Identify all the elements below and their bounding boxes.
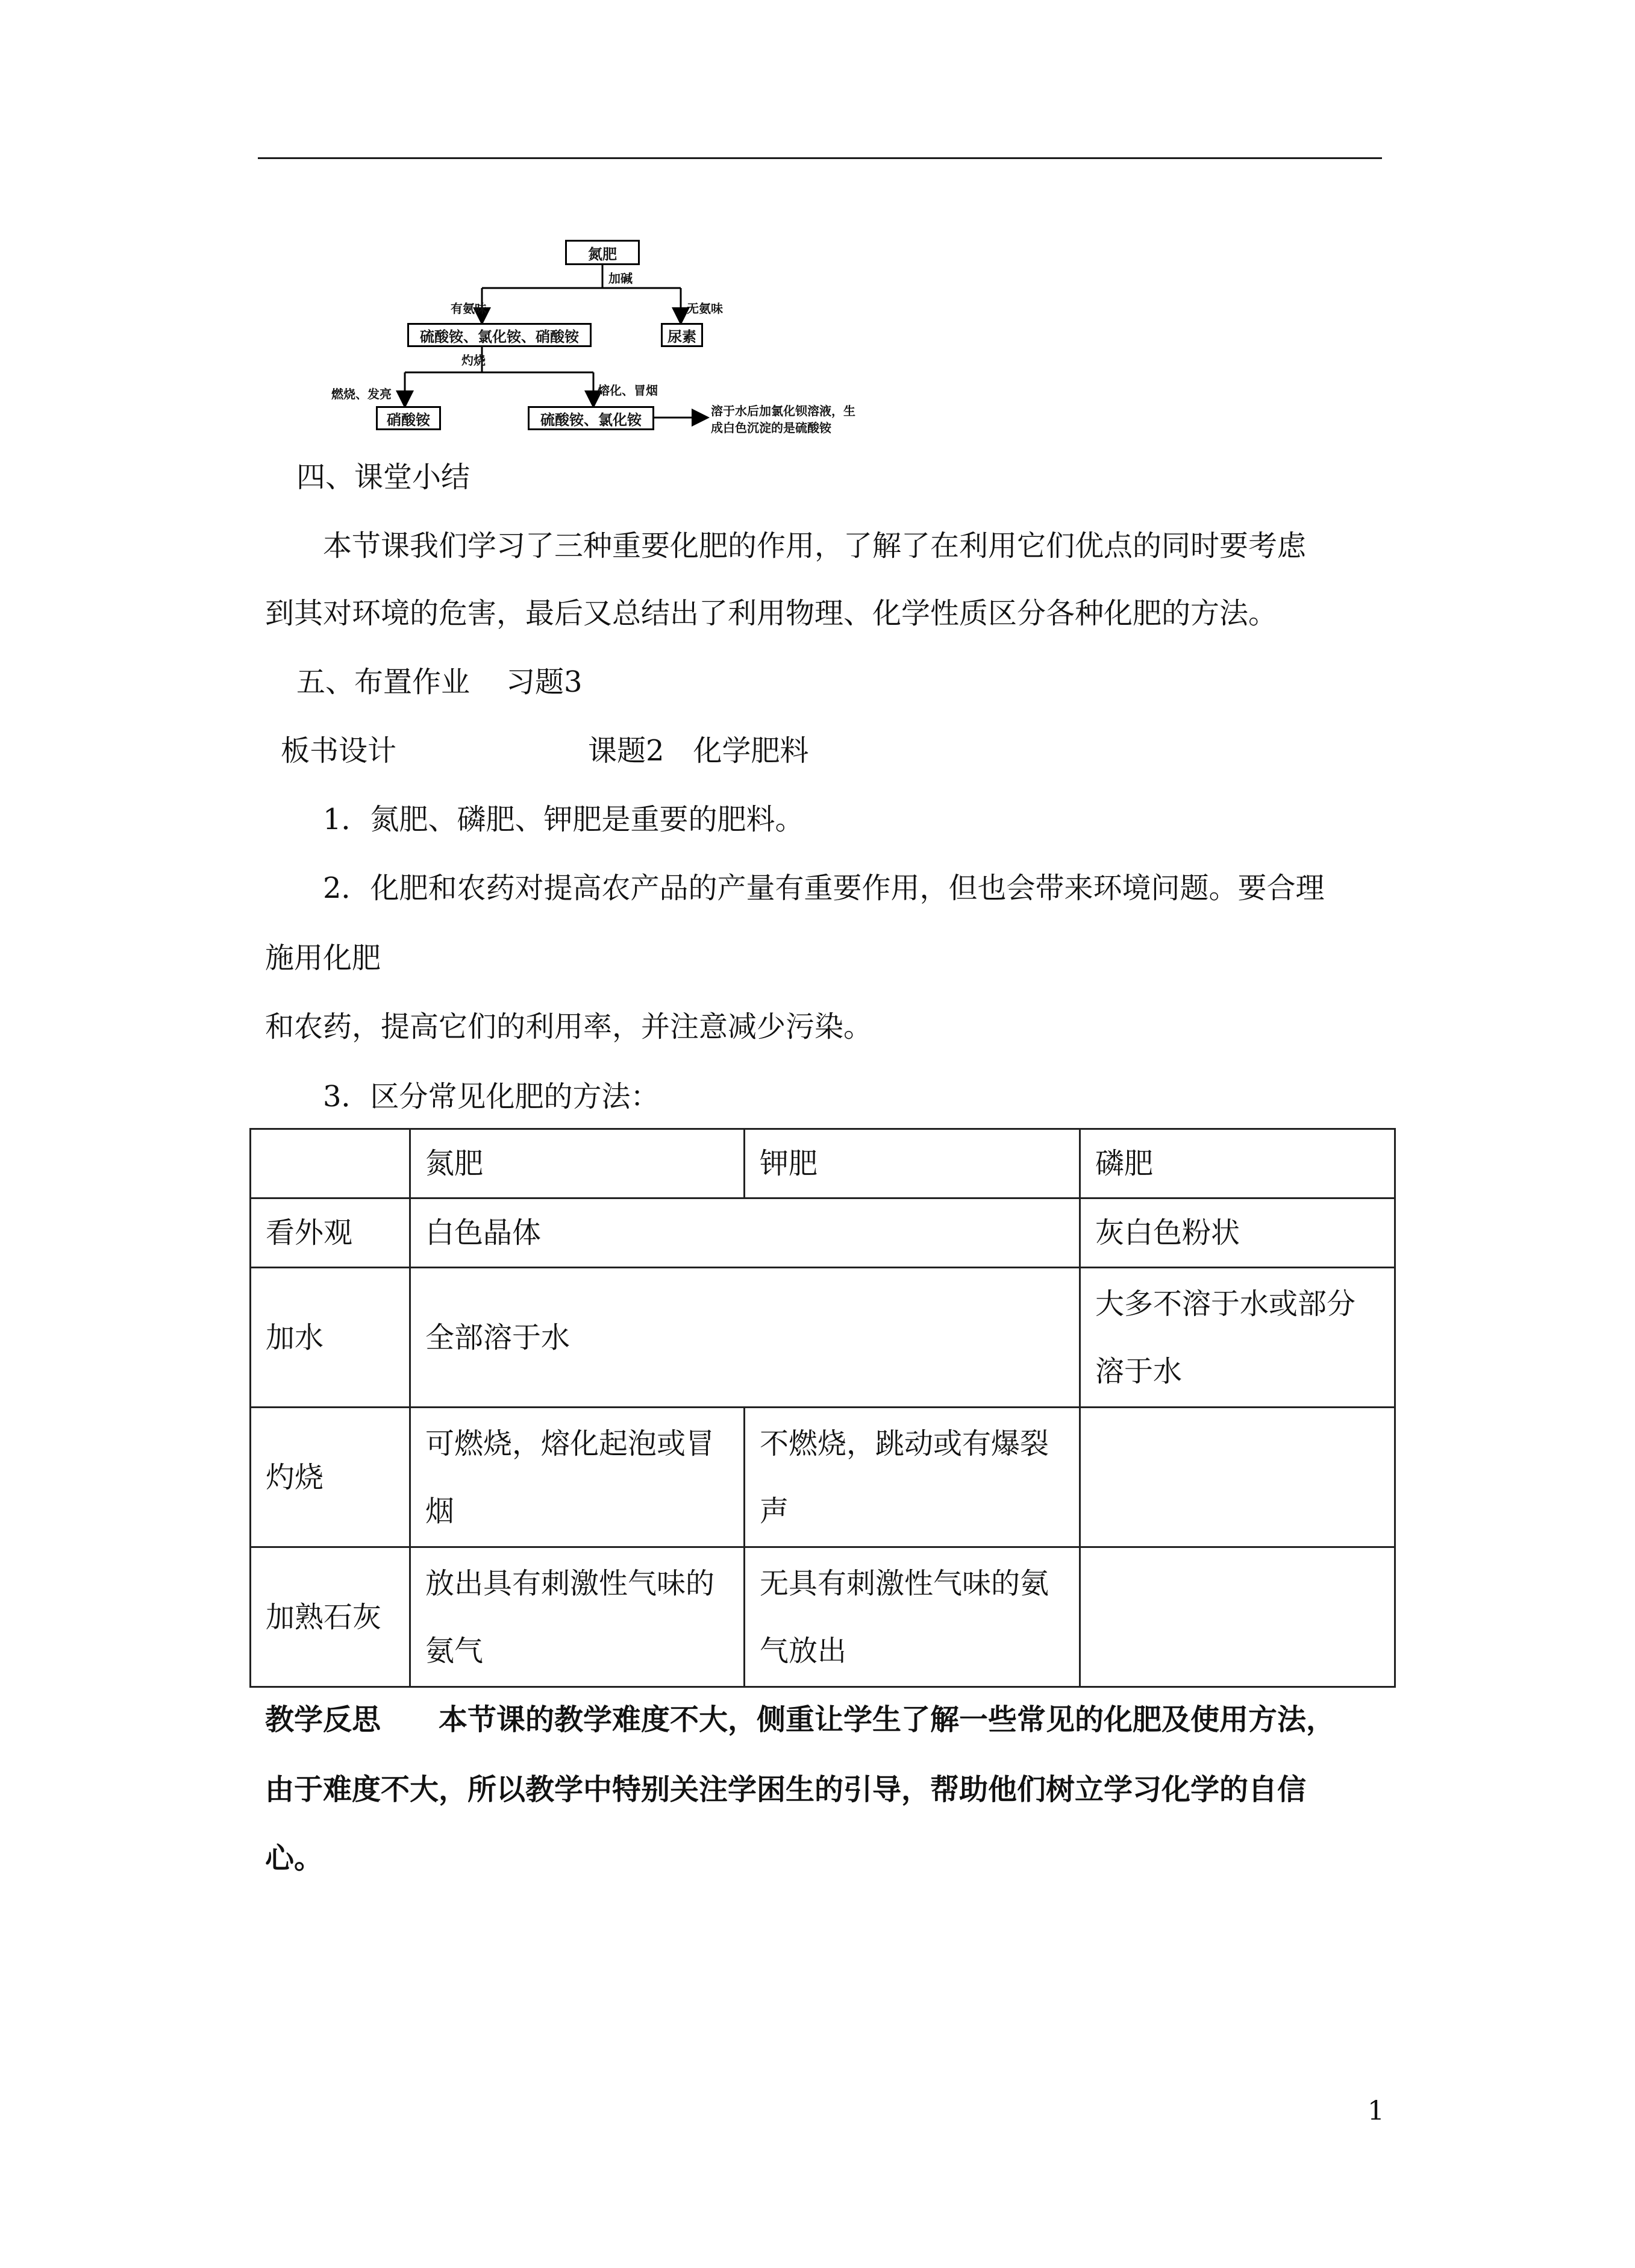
- flow-node-nitrogen: 氮肥: [565, 240, 640, 265]
- fertilizer-comparison-table: [249, 1128, 1396, 1688]
- summary-line1: 本节课我们学习了三种重要化肥的作用，了解了在利用它们优点的同时要考虑: [323, 529, 1307, 563]
- flow-label-burn: 灼烧: [461, 353, 486, 368]
- table-header-cell: [410, 1129, 745, 1198]
- cell-appearance-p: 灰白色粉状: [1080, 1198, 1395, 1268]
- table-row: [251, 1198, 1395, 1268]
- reflection-line2: 由于难度不大，所以教学中特别关注学困生的引导，帮助他们树立学习化学的自信: [265, 1773, 1307, 1806]
- flow-note-line2: 成白色沉淀的是硫酸铵: [711, 421, 831, 435]
- cell-water-p: 大多不溶于水或部分溶于水: [1080, 1268, 1395, 1408]
- cell-lime-k: 无具有刺激性气味的氨气放出: [745, 1547, 1080, 1687]
- row-label-appearance: 看外观: [251, 1198, 410, 1268]
- table-header-cell: [745, 1129, 1080, 1198]
- cell-burn-n: 可燃烧，熔化起泡或冒烟: [410, 1408, 745, 1547]
- table-row: [251, 1547, 1395, 1687]
- table-header-cell: [251, 1129, 410, 1198]
- flow-node-ammonium-nitrate: 硝酸铵: [376, 406, 441, 430]
- board-design-label: 板书设计: [281, 734, 397, 768]
- header-potassium: 钾肥: [760, 1147, 818, 1180]
- header-nitrogen: 氮肥: [425, 1147, 484, 1180]
- flow-label-no-ammonia: 无氨味: [687, 301, 723, 316]
- flowchart-lines: [0, 0, 1635, 458]
- board-design-title: 课题2 化学肥料: [588, 734, 809, 768]
- flow-label-has-ammonia: 有氨味: [451, 301, 487, 316]
- row-label-water: 加水: [251, 1268, 410, 1408]
- page-number: 1: [1368, 2096, 1384, 2126]
- cell-appearance-nk: 白色晶体: [410, 1198, 1080, 1268]
- board-item-2-line3: 和农药，提高它们的利用率，并注意减少污染。: [265, 1010, 873, 1044]
- reflection-label: 教学反思: [265, 1703, 381, 1737]
- homework-text: 习题3: [506, 665, 583, 699]
- row-label-burn: 灼烧: [251, 1408, 410, 1547]
- homework-heading: [296, 664, 583, 700]
- table-row: [251, 1408, 1395, 1547]
- board-item-1: 1．氮肥、磷肥、钾肥是重要的肥料。: [323, 803, 804, 836]
- cell-lime-p: [1080, 1547, 1395, 1687]
- summary-heading: 四、课堂小结: [296, 460, 470, 494]
- table-row: [251, 1268, 1395, 1408]
- table-header-cell: 磷肥: [1080, 1129, 1395, 1198]
- board-item-2-line2: 施用化肥: [265, 941, 381, 975]
- cell-lime-n: 放出具有刺激性气味的氨气: [410, 1547, 745, 1687]
- summary-line2: 到其对环境的危害，最后又总结出了利用物理、化学性质区分各种化肥的方法。: [265, 597, 1278, 630]
- flow-node-group2: 硫酸铵、氯化铵: [528, 406, 654, 430]
- table-header-row: [251, 1129, 1395, 1198]
- flow-node-urea: 尿素: [661, 323, 703, 347]
- flow-note-line1: 溶于水后加氯化钡溶液，生: [711, 404, 855, 418]
- row-label-lime: 加熟石灰: [251, 1547, 410, 1687]
- flow-label-melt-smoke: 熔化、冒烟: [598, 383, 658, 398]
- cell-burn-p: [1080, 1408, 1395, 1547]
- flow-label-burn-glow: 燃烧、发亮: [331, 387, 392, 401]
- homework-label: 五、布置作业: [296, 665, 470, 699]
- flow-label-add-alkali: 加碱: [608, 271, 633, 286]
- reflection-line3: 心。: [265, 1841, 324, 1875]
- cell-burn-k: 不燃烧，跳动或有爆裂声: [745, 1408, 1080, 1547]
- reflection-line1: [265, 1702, 1335, 1738]
- reflection-text-1: 本节课的教学难度不大，侧重让学生了解一些常见的化肥及使用方法，: [439, 1703, 1336, 1737]
- cell-water-nk: 全部溶于水: [410, 1268, 1080, 1408]
- flow-node-group1: 硫酸铵、氯化铵、硝酸铵: [407, 323, 592, 347]
- board-item-3: 3．区分常见化肥的方法：: [323, 1080, 660, 1114]
- board-item-2-line1: 2．化肥和农药对提高农产品的产量有重要作用，但也会带来环境问题。要合理: [323, 871, 1325, 905]
